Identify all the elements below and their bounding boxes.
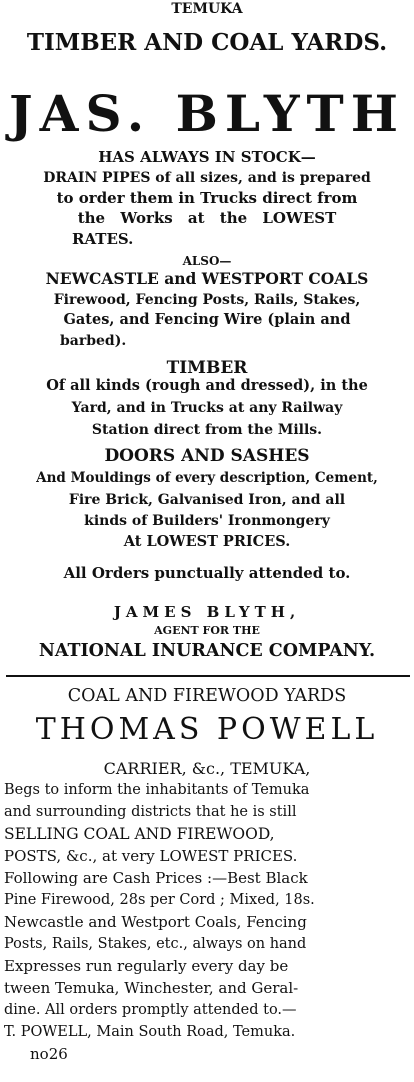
ad1-timber-line: Yard, and in Trucks at any Railway: [71, 400, 343, 416]
section-divider: [6, 675, 410, 677]
ad1-yards-title: TIMBER AND COAL YARDS.: [26, 29, 388, 56]
ad2-body-line: Begs to inform the inhabitants of Temuka: [4, 782, 310, 798]
ad1-also: ALSO—: [182, 254, 232, 268]
ad2-body-line: Pine Firewood, 28s per Cord ; Mixed, 18s.: [4, 892, 315, 908]
ad1-drain-line: DRAIN PIPES of all sizes, and is prepared: [43, 170, 371, 186]
ad2-body-line: Newcastle and Westport Coals, Fencing: [4, 913, 307, 931]
ad1-doors-line: At LOWEST PRICES.: [123, 533, 291, 550]
ad1-coal-heading: NEWCASTLE and WESTPORT COALS: [45, 269, 369, 288]
ad1-drain-line: RATES.: [72, 230, 134, 248]
ad1-drain-line: the Works at the LOWEST: [77, 209, 337, 227]
ad2-name: THOMAS POWELL: [35, 712, 379, 747]
ad1-doors-line: kinds of Builders' Ironmongery: [84, 513, 330, 529]
ad2-body-line: SELLING COAL AND FIREWOOD,: [4, 825, 275, 843]
ad1-timber-line: Station direct from the Mills.: [91, 422, 323, 438]
ad2-body-line: Following are Cash Prices :—Best Black: [4, 869, 308, 887]
ad1-firewood-line: Firewood, Fencing Posts, Rails, Stakes,: [53, 292, 361, 308]
ad2-body-line: tween Temuka, Winchester, and Geral-: [4, 979, 299, 997]
ad1-insurance: NATIONAL INURANCE COMPANY.: [38, 641, 376, 661]
ad2-code: no26: [30, 1045, 68, 1063]
ad1-firewood-line: barbed).: [60, 333, 127, 349]
ad2-body-line: POSTS, &c., at very LOWEST PRICES.: [4, 847, 298, 865]
ad1-drain-line: to order them in Trucks direct from: [56, 189, 358, 207]
ad2-body-line: and surrounding districts that he is still: [4, 804, 297, 820]
ad2-body-line: Posts, Rails, Stakes, etc., always on hand: [4, 936, 307, 952]
ad2-trade: CARRIER, &c., TEMUKA,: [103, 759, 311, 778]
ad1-firewood-line: Gates, and Fencing Wire (plain and: [63, 311, 351, 328]
ad1-agent-name: JAMES BLYTH,: [113, 603, 301, 621]
ad1-name: JAS. BLYTH: [9, 84, 405, 143]
ad1-stock-heading: HAS ALWAYS IN STOCK—: [98, 148, 316, 166]
ad2-body-line: dine. All orders promptly attended to.—: [4, 1002, 297, 1018]
ad1-timber-line: Of all kinds (rough and dressed), in the: [46, 377, 368, 394]
ad1-agent-for: AGENT FOR THE: [154, 624, 260, 637]
ad1-timber-heading: TIMBER: [166, 358, 248, 378]
ad1-doors-heading: DOORS AND SASHES: [104, 446, 310, 466]
ad2-body-line: Expresses run regularly every day be: [4, 957, 289, 975]
ad1-orders: All Orders punctually attended to.: [63, 564, 351, 582]
ad2-yards-title: COAL AND FIREWOOD YARDS: [67, 686, 347, 706]
ad2-body-line: T. POWELL, Main South Road, Temuka.: [4, 1024, 296, 1040]
ad1-town: TEMUKA: [171, 1, 243, 17]
ad1-doors-line: And Mouldings of every description, Cement,: [36, 470, 378, 486]
ad1-doors-line: Fire Brick, Galvanised Iron, and all: [68, 492, 346, 508]
